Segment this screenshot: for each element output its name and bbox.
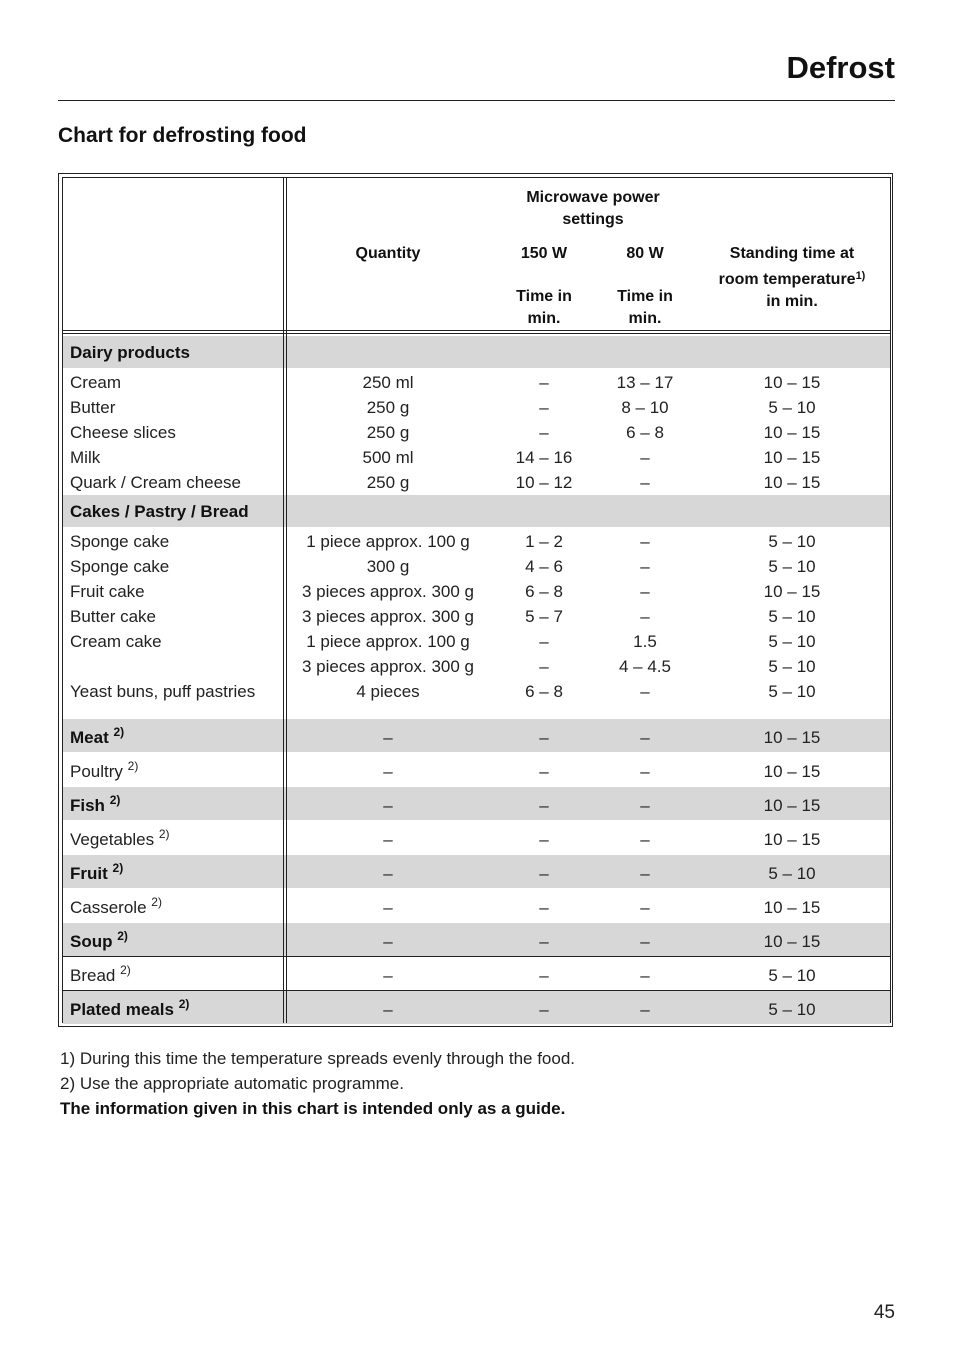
standing-time-cell <box>768 861 815 886</box>
food-name-text: Quark / Cream cheese <box>70 473 242 492</box>
quantity-cell <box>383 793 392 818</box>
food-name-text: Vegetables <box>70 830 155 849</box>
header-150w: 150 W <box>520 245 568 262</box>
food-name-text: Milk <box>70 448 101 467</box>
guide-note: The information given in this chart is intended only as a guide. <box>60 1099 566 1118</box>
food-name <box>70 420 176 445</box>
time-150w-cell <box>539 370 548 395</box>
quantity-cell-text: – <box>383 830 393 849</box>
quantity-cell <box>356 679 419 704</box>
footnote-marker: 2) <box>158 827 170 841</box>
time-80w-cell-text: 4 – 4.5 <box>619 657 671 676</box>
time-80w-cell-text: – <box>640 682 650 701</box>
food-name-text: Fish <box>70 796 105 815</box>
quantity-cell <box>383 929 392 954</box>
quantity-cell <box>302 579 474 604</box>
time-80w-cell-text: – <box>640 966 650 985</box>
time-150w-cell-text: – <box>539 398 549 417</box>
quantity-cell-text: 500 ml <box>362 448 414 467</box>
time-80w-cell-text: – <box>640 728 650 747</box>
standing-time-cell <box>764 445 821 470</box>
standing-time-cell-text: 10 – 15 <box>763 448 821 467</box>
time-80w-cell <box>640 554 649 579</box>
time-150w-cell-text: – <box>539 864 549 883</box>
quantity-cell-text: 3 pieces approx. 300 g <box>301 657 475 676</box>
standing-time-cell <box>764 470 821 495</box>
standing-time-cell-text: 5 – 10 <box>768 966 816 985</box>
footnote-marker: 2) <box>112 861 124 875</box>
quantity-cell <box>302 654 474 679</box>
quantity-cell <box>383 861 392 886</box>
time-80w-cell <box>640 579 649 604</box>
section-title: Chart for defrosting food <box>58 124 307 147</box>
standing-time-cell <box>768 997 815 1022</box>
standing-time-cell-text: 10 – 15 <box>763 728 821 747</box>
standing-time-cell <box>764 929 821 954</box>
header-quantity: Quantity <box>355 245 421 262</box>
quantity-cell-text: 250 g <box>366 398 410 417</box>
header-power-settings <box>488 187 698 231</box>
time-80w-cell <box>640 529 649 554</box>
group-title <box>70 340 190 365</box>
quantity-cell-text: – <box>383 1000 393 1019</box>
food-name <box>70 370 121 395</box>
standing-time-cell <box>768 963 815 988</box>
food-name <box>70 445 100 470</box>
food-name <box>70 929 128 954</box>
quantity-cell <box>383 895 392 920</box>
time-80w-cell <box>640 895 649 920</box>
time-80w-cell <box>640 997 649 1022</box>
food-name-text: Cheese slices <box>70 423 176 442</box>
footnote-marker: 2) <box>109 793 121 807</box>
footnote-marker: 2) <box>113 725 125 739</box>
page-number: 45 <box>873 1302 895 1323</box>
group-title-text: Cakes / Pastry / Bread <box>70 502 249 521</box>
quantity-cell <box>383 827 392 852</box>
food-name <box>70 895 162 920</box>
standing-time-cell-text: 5 – 10 <box>768 607 816 626</box>
food-name-text: Fruit <box>70 864 108 883</box>
time-80w-cell <box>640 445 649 470</box>
quantity-cell-text: 3 pieces approx. 300 g <box>301 582 475 601</box>
group-title-text: Dairy products <box>70 343 190 362</box>
time-150w-cell-text: – <box>539 898 549 917</box>
page-heading: Defrost <box>786 50 895 85</box>
header-80w-unit <box>595 286 695 330</box>
time-150w-cell-text: – <box>539 373 549 392</box>
food-name-text: Yeast buns, puff pastries <box>70 682 256 701</box>
food-name <box>70 963 131 988</box>
quantity-cell-text: – <box>383 932 393 951</box>
standing-time-cell <box>764 793 821 818</box>
row-divider <box>62 333 891 334</box>
time-80w-cell <box>640 929 649 954</box>
food-name-text: Cream <box>70 373 122 392</box>
row-divider <box>62 330 891 331</box>
food-name <box>70 759 138 784</box>
quantity-cell <box>362 445 413 470</box>
time-80w-cell-text: – <box>640 1000 650 1019</box>
time-150w-cell-text: 10 – 12 <box>515 473 573 492</box>
standing-time-cell <box>764 420 821 445</box>
time-150w-cell-text: – <box>539 657 549 676</box>
standing-time-cell <box>764 759 821 784</box>
food-name-text: Plated meals <box>70 1000 174 1019</box>
quantity-cell <box>367 554 410 579</box>
group-title <box>70 499 249 524</box>
food-name <box>70 604 156 629</box>
standing-time-cell-text: 10 – 15 <box>763 423 821 442</box>
standing-time-cell-text: 10 – 15 <box>763 830 821 849</box>
time-150w-cell-text: 14 – 16 <box>515 448 573 467</box>
header-time-line1: Time in <box>617 288 673 305</box>
time-150w-cell <box>525 554 563 579</box>
time-80w-cell <box>619 654 671 679</box>
standing-time-cell <box>764 895 821 920</box>
time-150w-cell <box>516 445 573 470</box>
quantity-cell <box>306 629 470 654</box>
quantity-cell-text: – <box>383 864 393 883</box>
quantity-cell <box>383 725 392 750</box>
time-150w-cell-text: – <box>539 423 549 442</box>
standing-time-cell-text: 5 – 10 <box>768 557 816 576</box>
standing-time-cell <box>768 654 815 679</box>
time-80w-cell <box>640 604 649 629</box>
time-150w-cell-text: – <box>539 830 549 849</box>
time-150w-cell <box>525 579 563 604</box>
time-150w-cell-text: – <box>539 728 549 747</box>
header-time-line1: Time in <box>516 288 572 305</box>
header-standing-line3: in min. <box>766 293 818 310</box>
time-80w-cell-text: – <box>640 532 650 551</box>
food-name-text: Butter cake <box>70 607 156 626</box>
standing-time-cell <box>768 629 815 654</box>
food-name <box>70 579 145 604</box>
time-80w-cell <box>640 963 649 988</box>
quantity-cell-text: 250 g <box>366 423 410 442</box>
time-80w-cell <box>640 861 649 886</box>
time-80w-cell <box>621 395 668 420</box>
food-name <box>70 793 120 818</box>
standing-time-cell-text: 10 – 15 <box>763 582 821 601</box>
standing-time-cell <box>768 554 815 579</box>
time-150w-cell <box>539 929 548 954</box>
time-150w-cell-text: 4 – 6 <box>525 557 563 576</box>
time-150w-cell <box>539 759 548 784</box>
time-80w-cell-text: – <box>640 932 650 951</box>
food-name <box>70 629 162 654</box>
footnote-marker: 2) <box>120 963 131 977</box>
footnote-1: 1) During this time the temperature spreads evenly through the food. <box>60 1049 576 1068</box>
quantity-cell <box>383 759 392 784</box>
standing-time-cell-text: 5 – 10 <box>768 532 816 551</box>
time-150w-cell-text: – <box>539 932 549 951</box>
footnote-marker: 2) <box>151 895 162 909</box>
time-80w-cell-text: – <box>640 557 650 576</box>
row-divider <box>62 990 891 991</box>
time-150w-cell-text: – <box>539 796 549 815</box>
food-name <box>70 470 241 495</box>
time-80w-cell <box>640 470 649 495</box>
food-name-text: Poultry <box>70 762 123 781</box>
quantity-cell-text: – <box>383 762 393 781</box>
footnote-marker: 2) <box>117 929 128 943</box>
header-standing-line2: room temperature <box>718 271 856 288</box>
quantity-cell <box>383 963 392 988</box>
standing-time-cell-text: 5 – 10 <box>768 632 816 651</box>
food-name-text: Casserole <box>70 898 147 917</box>
time-80w-cell-text: – <box>640 864 650 883</box>
quantity-cell-text: 4 pieces <box>356 682 420 701</box>
header-power-line1: Microwave power <box>526 189 660 206</box>
shaded-row-band <box>63 855 890 888</box>
time-150w-cell-text: – <box>539 966 549 985</box>
time-150w-cell-text: 6 – 8 <box>525 582 563 601</box>
standing-time-cell <box>768 604 815 629</box>
time-150w-cell <box>539 895 548 920</box>
food-name-text: Meat <box>70 728 109 747</box>
heading-rule <box>58 100 895 101</box>
header-80w: 80 W <box>626 245 664 262</box>
quantity-cell <box>367 420 410 445</box>
standing-time-cell <box>764 827 821 852</box>
time-150w-cell <box>539 963 548 988</box>
food-name-text: Bread <box>70 966 116 985</box>
time-80w-cell-text: 6 – 8 <box>626 423 664 442</box>
quantity-cell <box>362 370 413 395</box>
standing-time-cell-text: 10 – 15 <box>763 898 821 917</box>
quantity-cell <box>383 997 392 1022</box>
time-150w-cell <box>539 420 548 445</box>
food-name-text: Fruit cake <box>70 582 145 601</box>
time-80w-cell <box>633 629 657 654</box>
column-divider <box>286 177 287 1023</box>
time-150w-cell-text: – <box>539 762 549 781</box>
time-150w-cell-text: 6 – 8 <box>525 682 563 701</box>
time-150w-cell <box>539 725 548 750</box>
time-80w-cell <box>640 793 649 818</box>
quantity-cell-text: – <box>383 796 393 815</box>
time-80w-cell-text: – <box>640 582 650 601</box>
time-150w-cell-text: – <box>539 632 549 651</box>
header-150w-unit <box>494 286 594 330</box>
quantity-cell-text: 1 piece approx. 100 g <box>306 532 470 551</box>
food-name-text: Butter <box>70 398 116 417</box>
time-80w-cell-text: 13 – 17 <box>616 373 674 392</box>
food-name-text: Soup <box>70 932 113 951</box>
quantity-cell-text: 1 piece approx. 100 g <box>306 632 470 651</box>
time-80w-cell <box>640 725 649 750</box>
time-80w-cell-text: – <box>640 448 650 467</box>
footnote-marker: 1) <box>855 270 866 282</box>
time-80w-cell <box>626 420 664 445</box>
food-name <box>70 861 123 886</box>
header-time-line2: min. <box>527 310 561 327</box>
standing-time-cell-text: 10 – 15 <box>763 762 821 781</box>
standing-time-cell-text: 5 – 10 <box>768 398 816 417</box>
time-80w-cell-text: – <box>640 898 650 917</box>
food-name <box>70 679 255 704</box>
standing-time-cell <box>764 370 821 395</box>
time-150w-cell <box>539 654 548 679</box>
standing-time-cell <box>768 679 815 704</box>
quantity-cell-text: 3 pieces approx. 300 g <box>301 607 475 626</box>
quantity-cell <box>302 604 474 629</box>
quantity-cell-text: – <box>383 966 393 985</box>
time-150w-cell <box>539 395 548 420</box>
time-80w-cell-text: 8 – 10 <box>621 398 669 417</box>
food-name-text: Sponge cake <box>70 557 170 576</box>
time-80w-cell-text: – <box>640 762 650 781</box>
quantity-cell-text: 300 g <box>366 557 410 576</box>
time-80w-cell-text: – <box>640 473 650 492</box>
time-80w-cell <box>640 679 649 704</box>
time-80w-cell <box>617 370 674 395</box>
food-name <box>70 827 170 852</box>
quantity-cell <box>306 529 470 554</box>
time-150w-cell <box>516 470 573 495</box>
header-standing-line1: Standing time at <box>729 245 855 262</box>
standing-time-cell-text: 10 – 15 <box>763 373 821 392</box>
food-name-text: Cream cake <box>70 632 162 651</box>
food-name <box>70 725 124 750</box>
quantity-cell-text: 250 g <box>366 473 410 492</box>
standing-time-cell-text: 10 – 15 <box>763 473 821 492</box>
time-150w-cell <box>539 793 548 818</box>
standing-time-cell-text: 5 – 10 <box>768 657 816 676</box>
standing-time-cell <box>764 579 821 604</box>
column-divider <box>283 177 284 1023</box>
quantity-cell-text: – <box>383 898 393 917</box>
time-150w-cell <box>539 997 548 1022</box>
standing-time-cell-text: 5 – 10 <box>768 682 816 701</box>
food-name <box>70 997 189 1022</box>
food-name <box>70 554 169 579</box>
time-80w-cell <box>640 759 649 784</box>
quantity-cell-text: 250 ml <box>362 373 414 392</box>
time-150w-cell <box>539 861 548 886</box>
quantity-cell <box>367 470 410 495</box>
time-80w-cell-text: 1.5 <box>633 632 657 651</box>
time-80w-cell-text: – <box>640 830 650 849</box>
header-power-line2: settings <box>562 211 624 228</box>
food-name-text: Sponge cake <box>70 532 170 551</box>
quantity-cell-text: – <box>383 728 393 747</box>
time-150w-cell <box>539 827 548 852</box>
food-name <box>70 395 115 420</box>
food-name <box>70 529 169 554</box>
standing-time-cell-text: 10 – 15 <box>763 796 821 815</box>
standing-time-cell <box>768 395 815 420</box>
header-standing-time <box>692 243 892 313</box>
time-150w-cell <box>525 604 563 629</box>
time-80w-cell-text: – <box>640 796 650 815</box>
quantity-cell <box>367 395 410 420</box>
time-150w-cell-text: 5 – 7 <box>525 607 563 626</box>
footnote-marker: 2) <box>178 997 190 1011</box>
time-150w-cell-text: 1 – 2 <box>525 532 563 551</box>
standing-time-cell-text: 10 – 15 <box>763 932 821 951</box>
row-divider <box>62 956 891 957</box>
footnote-marker: 2) <box>127 759 139 773</box>
standing-time-cell <box>768 529 815 554</box>
standing-time-cell-text: 5 – 10 <box>768 864 816 883</box>
time-150w-cell <box>525 679 563 704</box>
standing-time-cell-text: 5 – 10 <box>768 1000 816 1019</box>
time-80w-cell <box>640 827 649 852</box>
time-150w-cell <box>525 529 563 554</box>
footnote-2: 2) Use the appropriate automatic programme. <box>60 1074 404 1093</box>
header-time-line2: min. <box>628 310 662 327</box>
time-150w-cell-text: – <box>539 1000 549 1019</box>
time-150w-cell <box>539 629 548 654</box>
time-80w-cell-text: – <box>640 607 650 626</box>
standing-time-cell <box>764 725 821 750</box>
